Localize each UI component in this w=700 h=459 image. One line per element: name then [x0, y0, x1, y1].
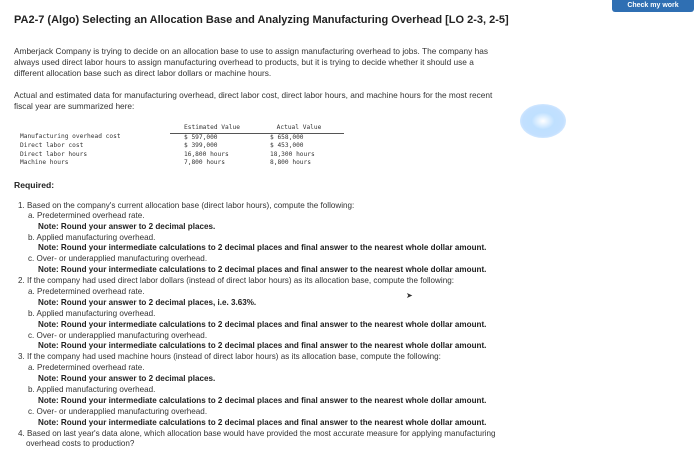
- page-title: PA2-7 (Algo) Selecting an Allocation Base and Analyzing Manufacturing Overhead [LO 2-3, 2-5]: [14, 14, 509, 26]
- question-2b: b. Applied manufacturing overhead.: [28, 309, 156, 318]
- data-table: [20, 124, 344, 168]
- question-2a: a. Predetermined overhead rate.: [28, 287, 145, 296]
- intro-line: Amberjack Company is trying to decide on an allocation base to use to assign manufacturing overhead to jobs. The company has: [14, 46, 488, 56]
- question-2c: c. Over- or underapplied manufacturing overhead.: [28, 331, 208, 340]
- question-2a-note: Note: Round your answer to 2 decimal places, i.e. 3.63%.: [38, 298, 257, 307]
- question-3a-note: Note: Round your answer to 2 decimal places.: [38, 374, 216, 383]
- intro-line: Actual and estimated data for manufacturing overhead, direct labor cost, direct labor hours, and machine hours for the most recent: [14, 90, 493, 100]
- question-2: 2. If the company had used direct labor dollars (instead of direct labor hours) as its allocation base, compute the following:: [18, 276, 454, 285]
- question-3b-note: Note: Round your intermediate calculations to 2 decimal places and final answer to the nearest whole dollar amount.: [38, 396, 487, 405]
- actual-value: $ 453,000: [270, 142, 304, 150]
- intro-line: fiscal year are summarized here:: [14, 101, 135, 111]
- question-4-continued: overhead costs to production?: [26, 439, 135, 448]
- mouse-cursor-icon: ➤: [406, 291, 413, 300]
- row-label: Direct labor hours: [20, 150, 88, 158]
- table-header-estimated: Estimated Value: [170, 124, 254, 133]
- table-header-actual: Actual Value: [254, 124, 344, 133]
- question-3c: c. Over- or underapplied manufacturing overhead.: [28, 407, 208, 416]
- question-1b: b. Applied manufacturing overhead.: [28, 233, 156, 242]
- question-2c-note: Note: Round your intermediate calculations to 2 decimal places and final answer to the nearest whole dollar amount.: [38, 341, 487, 350]
- question-1b-note: Note: Round your intermediate calculations to 2 decimal places and final answer to the nearest whole dollar amount.: [38, 243, 487, 252]
- data-intro-paragraph: [14, 90, 584, 112]
- question-1c: c. Over- or underapplied manufacturing overhead.: [28, 254, 208, 263]
- actual-value: $ 658,000: [270, 133, 304, 141]
- actual-value: 18,300 hours: [270, 150, 315, 158]
- table-header-row: [20, 124, 344, 133]
- glow-highlight: [520, 104, 566, 138]
- question-3: 3. If the company had used machine hours (instead of direct labor hours) as its allocation base, compute the following:: [18, 352, 441, 361]
- question-1c-note: Note: Round your intermediate calculations to 2 decimal places and final answer to the nearest whole dollar amount.: [38, 265, 487, 274]
- intro-paragraph: [14, 46, 584, 79]
- estimated-value: $ 399,000: [184, 142, 218, 150]
- row-label: Manufacturing overhead cost: [20, 133, 121, 141]
- question-3a: a. Predetermined overhead rate.: [28, 363, 145, 372]
- table-row: [20, 159, 344, 168]
- intro-line: always used direct labor hours to assign manufacturing overhead to products, but it is trying to decide whether it should use a: [14, 57, 474, 67]
- estimated-value: $ 597,000: [184, 133, 218, 141]
- actual-value: 8,800 hours: [270, 159, 311, 167]
- table-row: [20, 142, 344, 151]
- estimated-value: 7,800 hours: [184, 159, 225, 167]
- check-my-work-button[interactable]: Check my work: [612, 0, 694, 12]
- question-1: 1. Based on the company's current allocation base (direct labor hours), compute the following:: [18, 201, 355, 210]
- table-row: [20, 151, 344, 160]
- question-1a: a. Predetermined overhead rate.: [28, 211, 145, 220]
- question-3b: b. Applied manufacturing overhead.: [28, 385, 156, 394]
- row-label: Direct labor cost: [20, 142, 84, 150]
- question-4: 4. Based on last year's data alone, which allocation base would have provided the most accurate measure for applying manufacturing: [18, 429, 496, 438]
- question-2b-note: Note: Round your intermediate calculations to 2 decimal places and final answer to the nearest whole dollar amount.: [38, 320, 487, 329]
- table-row: [20, 133, 344, 142]
- estimated-value: 16,800 hours: [184, 150, 229, 158]
- row-label: Machine hours: [20, 159, 69, 167]
- required-heading: Required:: [14, 180, 55, 190]
- question-1a-note: Note: Round your answer to 2 decimal places.: [38, 222, 216, 231]
- table-header-blank: [20, 124, 170, 133]
- question-3c-note: Note: Round your intermediate calculations to 2 decimal places and final answer to the nearest whole dollar amount.: [38, 418, 487, 427]
- intro-line: different allocation base such as direct labor dollars or machine hours.: [14, 68, 272, 78]
